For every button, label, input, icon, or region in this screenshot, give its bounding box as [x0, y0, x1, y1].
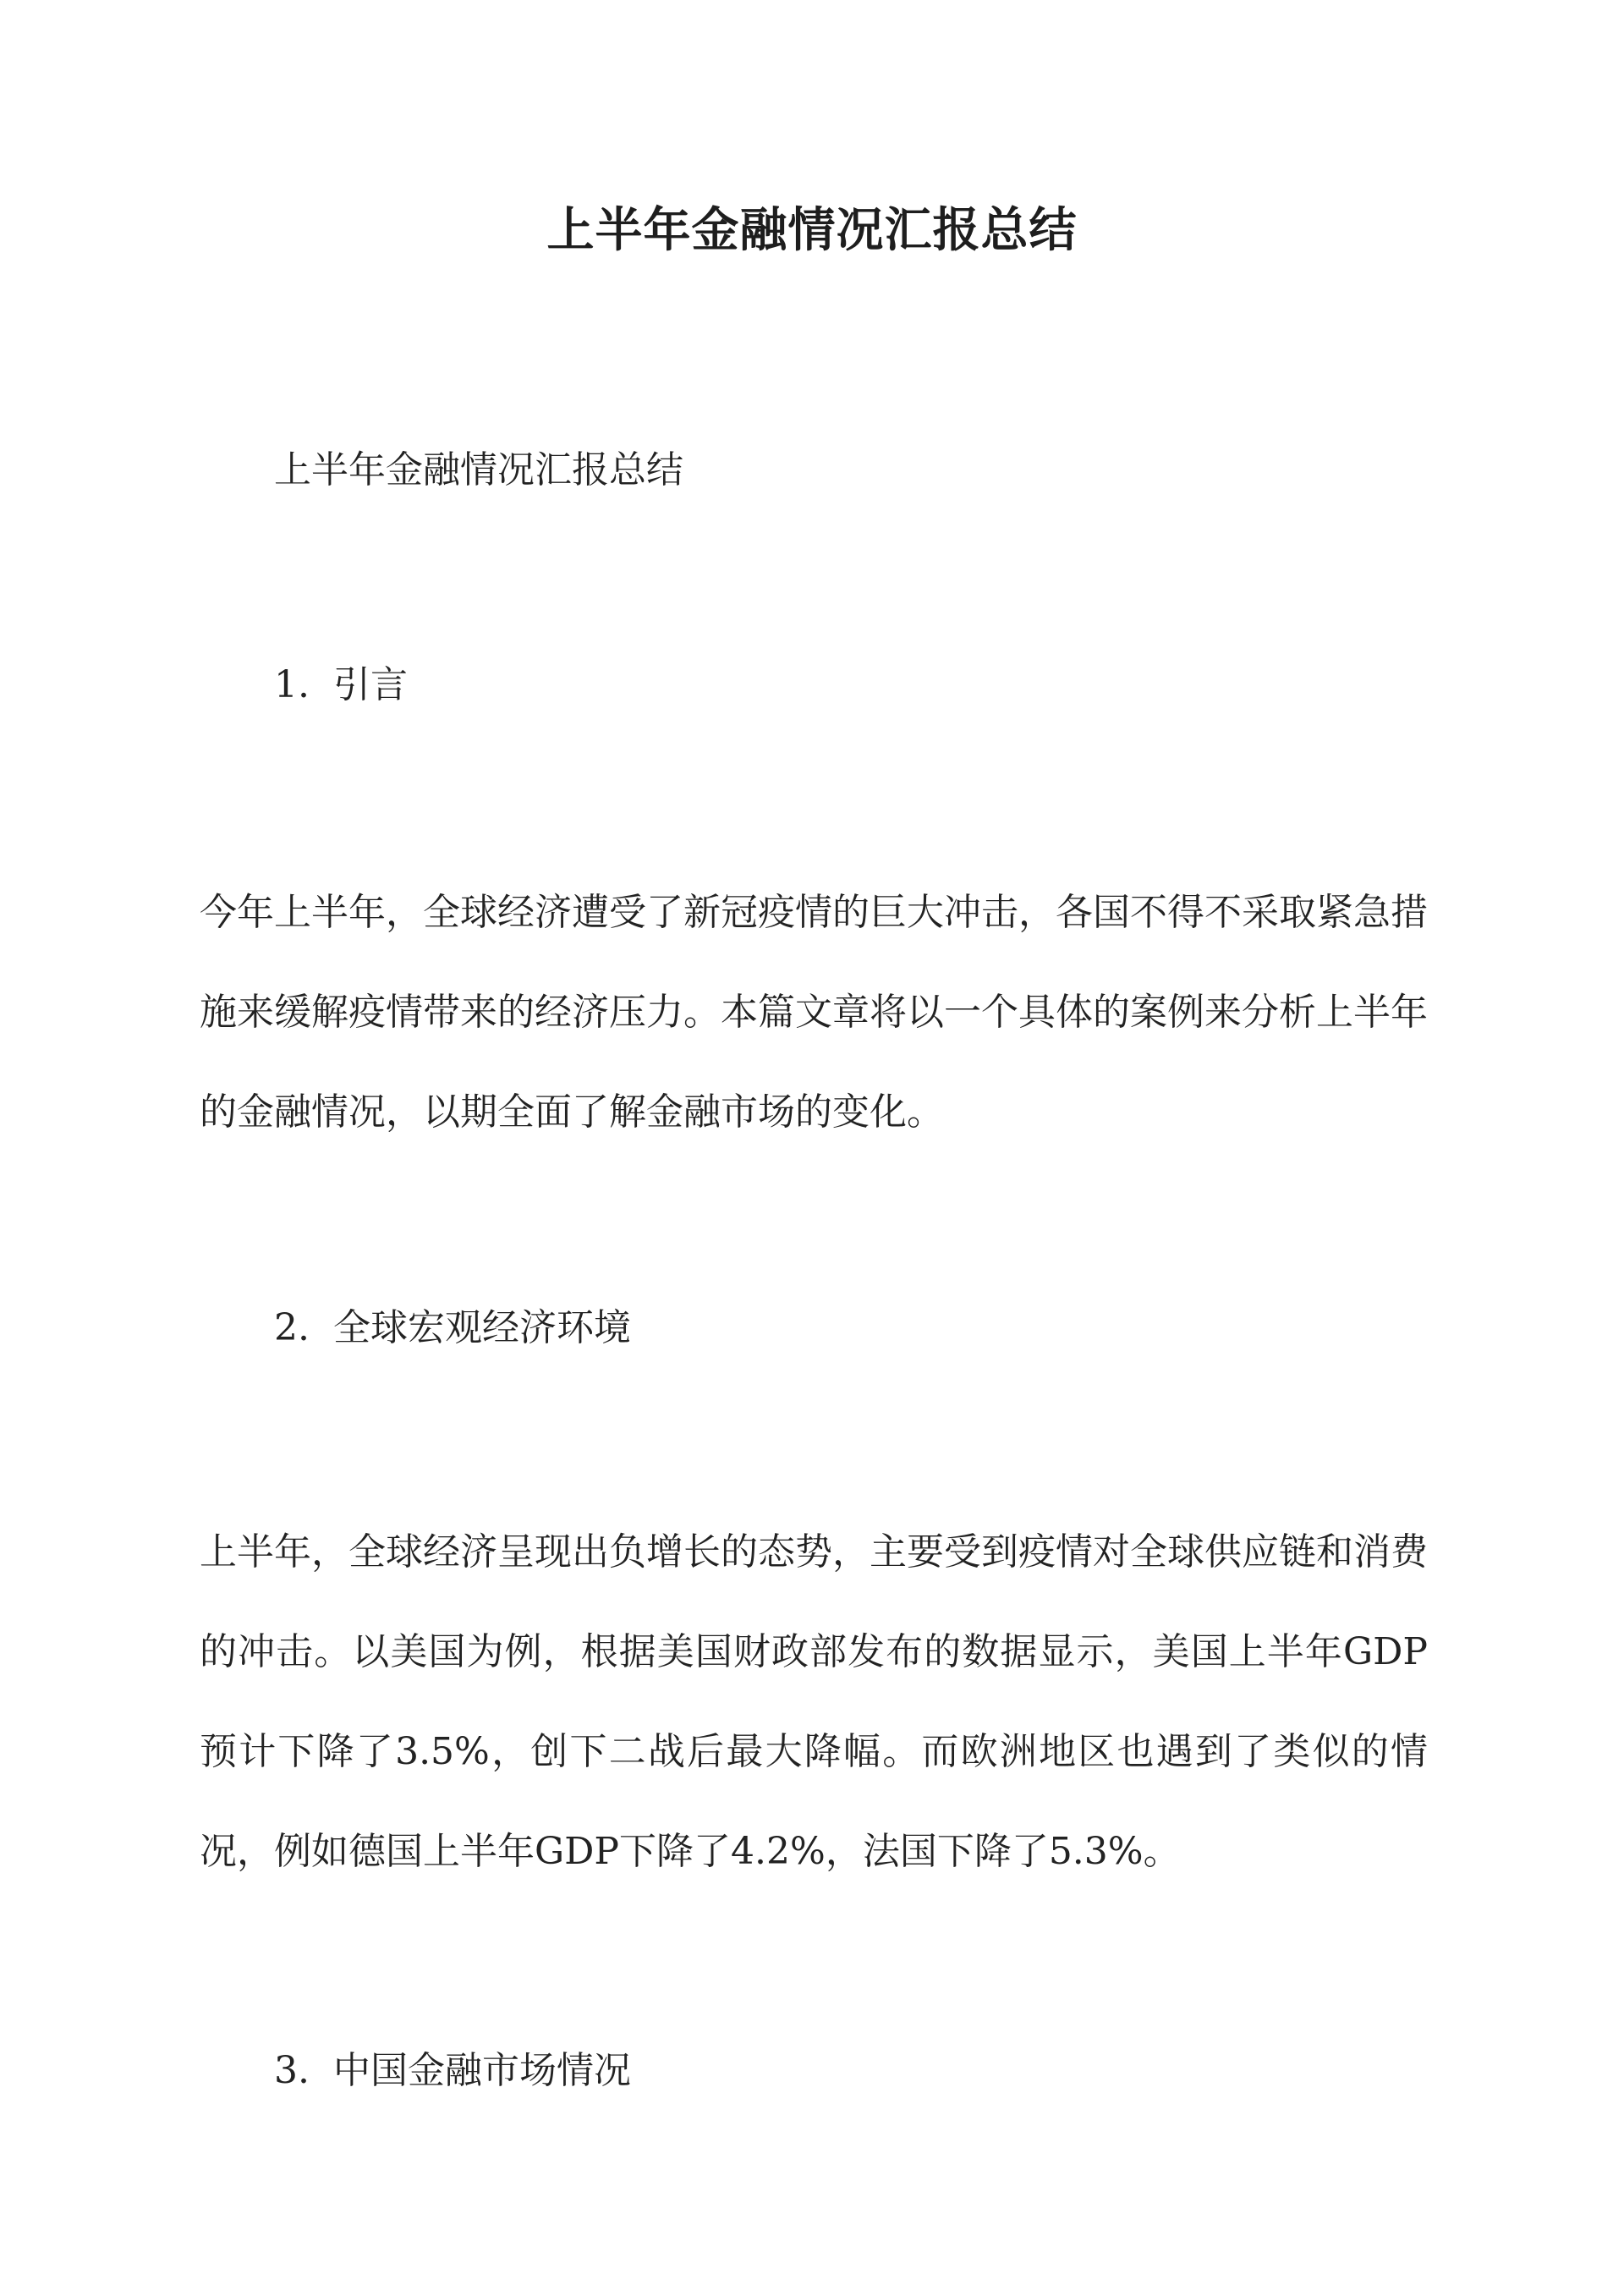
section-heading-introduction — [274, 658, 408, 712]
section-heading-text: 中国金融市场情况 — [333, 2049, 631, 2092]
introduction-paragraph: 今年上半年，全球经济遭受了新冠疫情的巨大冲击，各国不得不采取紧急措施来缓解疫情带来的经济压力。本篇文章将以一个具体的案例来分析上半年的金融情况，以期全面了解金融市场的变化。 — [200, 891, 1428, 1134]
section-number: 2. — [274, 1306, 310, 1349]
document-title: 上半年金融情况汇报总结 — [546, 202, 1078, 258]
global-macro-paragraph: 上半年，全球经济呈现出负增长的态势，主要受到疫情对全球供应链和消费的冲击。以美国为例，根据美国财政部发布的数据显示，美国上半年GDP预计下降了3.5%，创下二战后最大降幅。而欧洲地区也遇到了类似的情况，例如德国上半年GDP下降了4.2%，法国下降了5.3%。 — [200, 1530, 1428, 1873]
section-heading-text: 全球宏观经济环境 — [333, 1306, 631, 1349]
section-number: 1. — [274, 663, 310, 706]
section-heading-global-macro — [274, 1301, 631, 1355]
section-heading-text: 引言 — [333, 663, 408, 706]
section-heading-china-market — [274, 2044, 631, 2098]
section-number: 3. — [274, 2049, 310, 2092]
document-subtitle: 上半年金融情况汇报总结 — [274, 448, 683, 492]
